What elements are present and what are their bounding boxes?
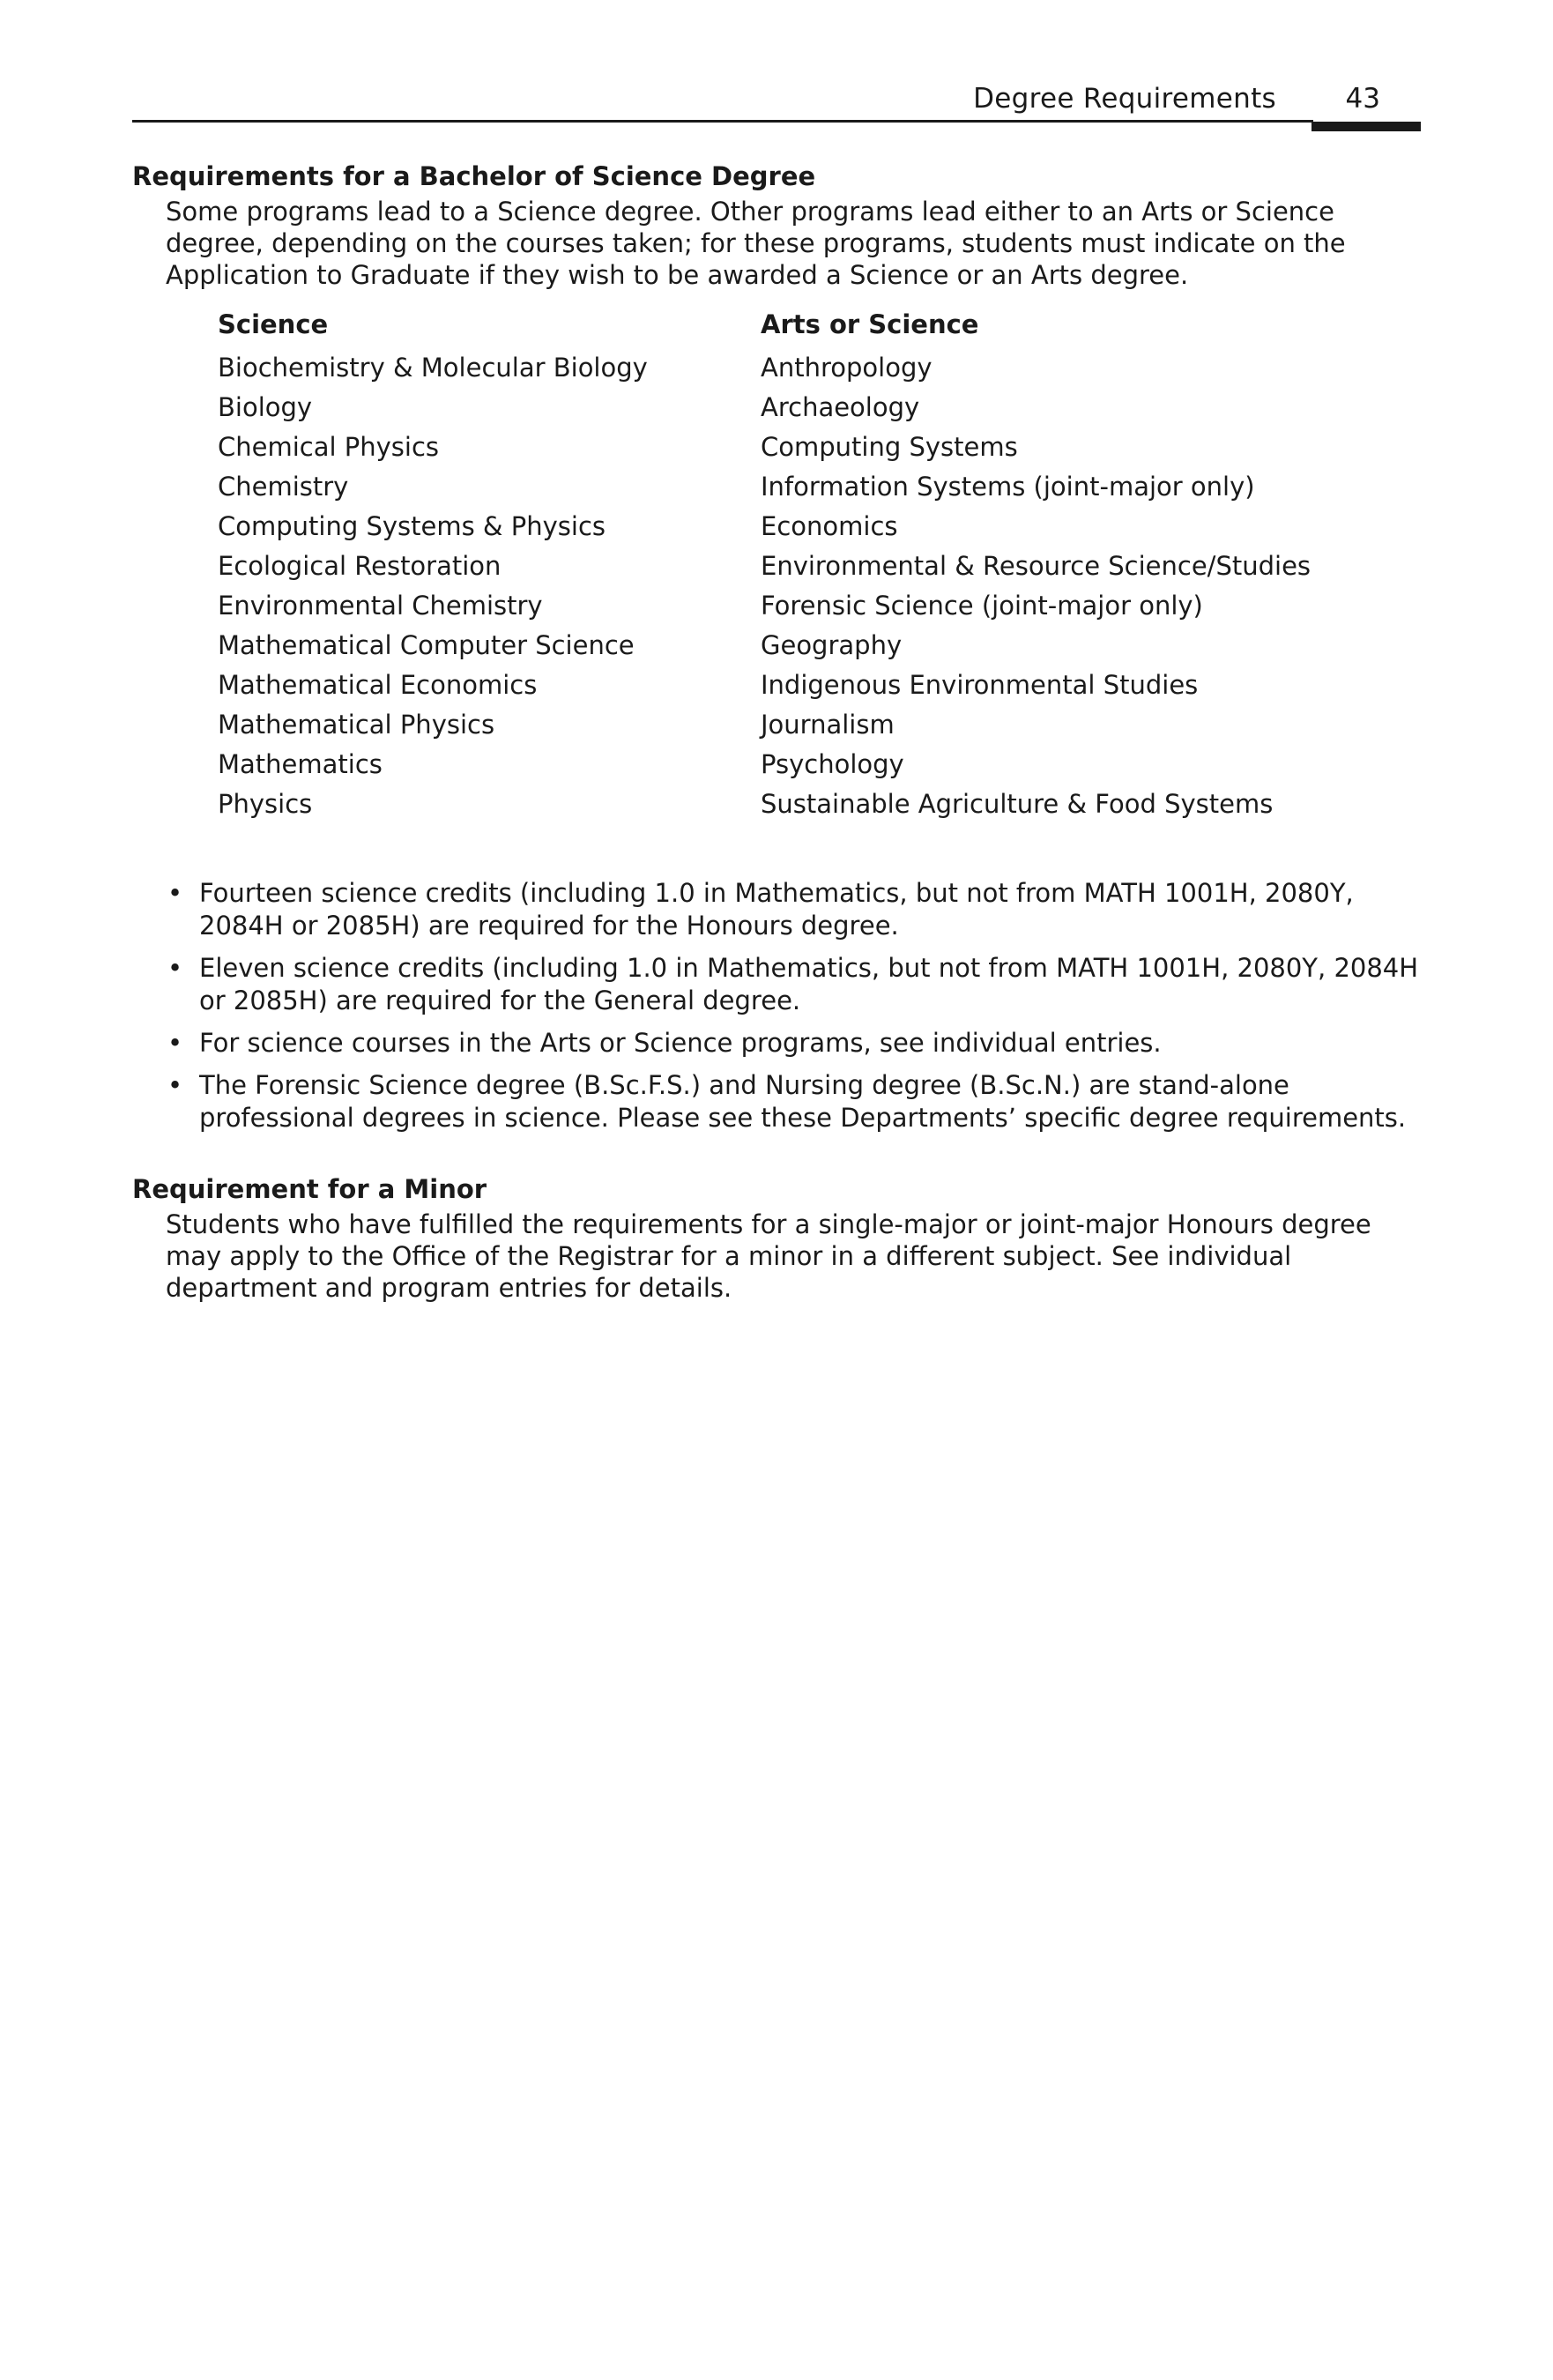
science-program: Mathematical Physics [218,710,495,740]
science-program: Computing Systems & Physics [218,511,606,541]
minor-section-heading: Requirement for a Minor [132,1174,487,1204]
arts-or-science-program: Psychology [761,749,904,779]
bsc-intro-paragraph: Some programs lead to a Science degree. Other programs lead either to an Arts or Science degree, depending on the courses taken; for these programs, students must indicate on the Application to Graduate if they wish to be awarded a Science or an Arts degree. [166,197,1346,290]
bsc-section-heading: Requirements for a Bachelor of Science Degree [132,161,816,191]
running-header-title: Degree Requirements [973,83,1276,115]
science-programs-column [218,309,761,824]
minor-section [132,1173,1419,1304]
bullet-icon: • [167,1028,183,1058]
list-item [166,877,1419,942]
science-program: Biochemistry & Molecular Biology [218,353,648,383]
science-column-heading: Science [218,309,329,339]
program-columns [218,309,1419,824]
science-program: Physics [218,789,313,819]
arts-or-science-program: Journalism [761,710,895,740]
science-program: Mathematical Economics [218,670,538,700]
arts-or-science-programs-column [761,309,1312,824]
science-program: Chemical Physics [218,432,440,462]
list-item-text: Fourteen science credits (including 1.0 in Mathematics, but not from MATH 1001H, 2080Y, 2084H or 2085H) are required for the Honours degree. [199,878,1354,941]
science-program: Chemistry [218,472,349,502]
bsc-section [132,160,1419,1134]
list-item-text: Eleven science credits (including 1.0 in Mathematics, but not from MATH 1001H, 2080Y, 2084H or 2085H) are required for the General degree. [199,953,1419,1015]
science-credit-requirements-list [166,877,1419,1134]
arts-or-science-program: Indigenous Environmental Studies [761,670,1199,700]
bullet-icon: • [167,878,183,908]
header-tab-marker [1312,122,1421,131]
list-item [166,1027,1419,1060]
arts-or-science-column-heading: Arts or Science [761,309,979,339]
list-item-text: The Forensic Science degree (B.Sc.F.S.) and Nursing degree (B.Sc.N.) are stand-alone professional degrees in science. Please see these Departments’ specific degree requirements. [199,1070,1407,1133]
science-program: Mathematical Computer Science [218,630,635,660]
science-program: Biology [218,392,313,422]
page-content [132,160,1419,1304]
arts-or-science-program: Forensic Science (joint-major only) [761,591,1203,621]
science-program: Mathematics [218,749,383,779]
header-rule [132,120,1313,123]
arts-or-science-program: Information Systems (joint-major only) [761,472,1255,502]
arts-or-science-program: Anthropology [761,353,933,383]
bullet-icon: • [167,953,183,983]
arts-or-science-program: Archaeology [761,392,920,422]
bullet-icon: • [167,1070,183,1100]
running-header [132,78,1419,122]
list-item [166,1069,1419,1134]
science-program: Environmental Chemistry [218,591,543,621]
minor-paragraph: Students who have fulfilled the requirements for a single-major or joint-major Honours degree may apply to the Office of the Registrar for a minor in a different subject. See individual department and program entries for details. [166,1209,1371,1303]
science-program: Ecological Restoration [218,551,502,581]
arts-or-science-program: Economics [761,511,898,541]
arts-or-science-program: Environmental & Resource Science/Studies [761,551,1312,581]
list-item-text: For science courses in the Arts or Science programs, see individual entries. [199,1028,1162,1058]
list-item [166,952,1419,1017]
arts-or-science-program: Computing Systems [761,432,1018,462]
page-number: 43 [1345,83,1380,115]
arts-or-science-program: Geography [761,630,903,660]
arts-or-science-program: Sustainable Agriculture & Food Systems [761,789,1274,819]
